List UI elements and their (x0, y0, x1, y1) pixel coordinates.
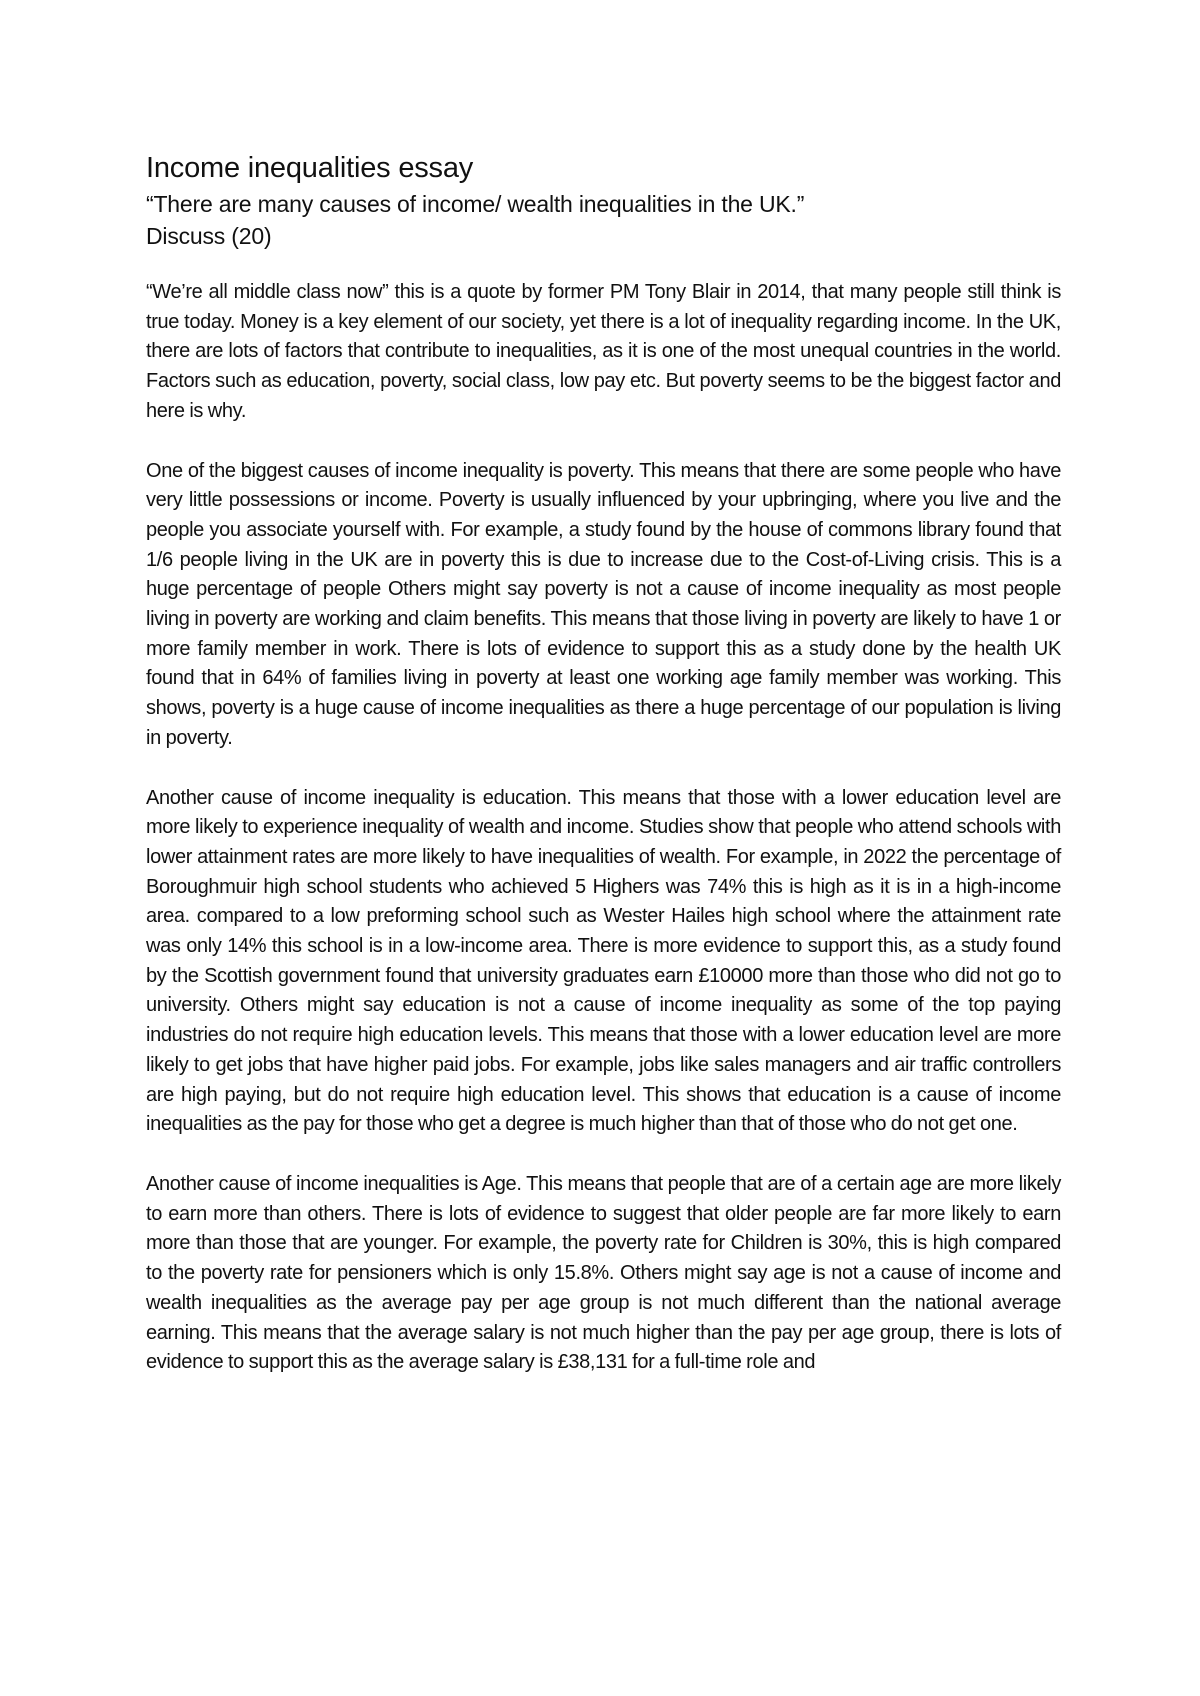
essay-body (146, 150, 1061, 1378)
paragraph-age: Another cause of income inequalities is Age. This means that people that are of a certain age are more likely to earn more than others. There is lots of evidence to suggest that older people are far more likely to earn more than those that are younger. For example, the poverty rate for Children is 30%, this is high compared to the poverty rate for pensioners which is only 15.8%. Others might say age is not a cause of income and wealth inequalities as the average pay per age group is not much different than the national average earning. This means that the average salary is not much higher than the pay per age group, there is lots of evidence to support this as the average salary is £38,131 for a full-time role and (146, 1172, 1061, 1374)
paragraph-introduction: “We’re all middle class now” this is a quote by former PM Tony Blair in 2014, that many people still think is true today. Money is a key element of our society, yet there is a lot of inequality regarding income. In the UK, there are lots of factors that contribute to inequalities, as it is one of the most unequal countries in the world. Factors such as education, poverty, social class, low pay etc. But poverty seems to be the biggest factor and here is why. (146, 281, 1061, 422)
essay-question: “There are many causes of income/ wealth inequalities in the UK.” (146, 191, 805, 217)
paragraph-education: Another cause of income inequality is education. This means that those with a lower education level are more likely to experience inequality of wealth and income. Studies show that people who attend schools with lower attainment rates are more likely to have inequalities of wealth. For example, in 2022 the percentage of Boroughmuir high school students who achieved 5 Highers was 74% this is high as it is in a high-income area. compared to a low preforming school such as Wester Hailes high school where the attainment rate was only 14% this school is in a low-income area. There is more evidence to support this, as a study found by the Scottish government found that university graduates earn £10000 more than those who did not go to university. Others might say education is not a cause of income inequality as some of the top paying industries do not require high education levels. This means that those with a lower education level are more likely to get jobs that have higher paid jobs. For example, jobs like sales managers and air traffic controllers are high paying, but do not require high education level. This shows that education is a cause of income inequalities as the pay for those who get a degree is much higher than that of those who do not get one. (146, 786, 1061, 1136)
essay-title: Income inequalities essay (146, 152, 474, 184)
paragraph-poverty: One of the biggest causes of income inequality is poverty. This means that there are some people who have very little possessions or income. Poverty is usually influenced by your upbringing, where you live and the people you associate yourself with. For example, a study found by the house of commons library found that 1/6 people living in the UK are in poverty this is due to increase due to the Cost-of-Living crisis. This is a huge percentage of people Others might say poverty is not a cause of income inequality as most people living in poverty are working and claim benefits. This means that those living in poverty are likely to have 1 or more family member in work. There is lots of evidence to support this as a study done by the health UK found that in 64% of families living in poverty at least one working age family member was working. This shows, poverty is a huge cause of income inequalities as there a huge percentage of our population is living in poverty. (146, 459, 1061, 749)
essay-instruction: Discuss (20) (146, 223, 272, 249)
